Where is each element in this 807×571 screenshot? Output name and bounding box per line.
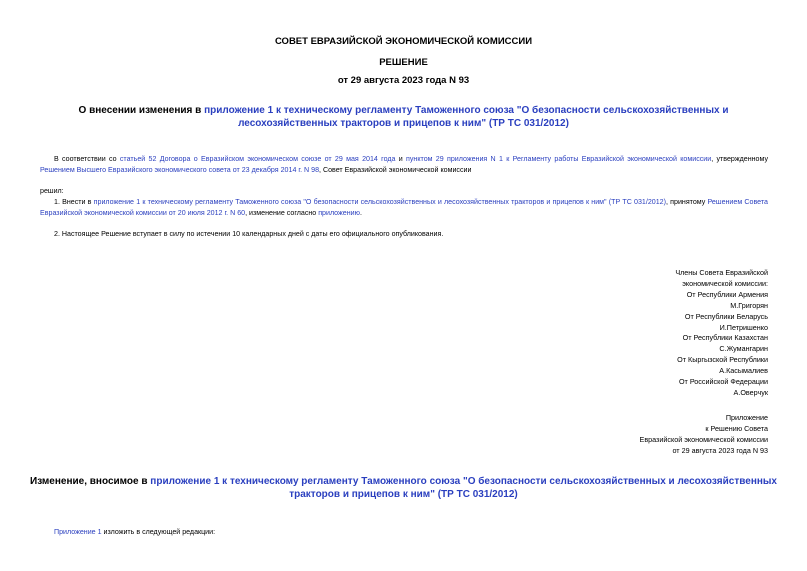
annex-body-link[interactable]: Приложение 1 [54, 528, 102, 536]
preamble-link-article-52[interactable]: статьей 52 Договора о Евразийском экономическом союзе от 29 мая 2014 года [119, 155, 396, 163]
annex-ref-line: от 29 августа 2023 года N 93 [672, 445, 768, 455]
signatory-line: От Республики Беларусь [684, 311, 768, 321]
signatory-line: А.Оверчук [733, 387, 768, 397]
preamble-text-2: и [395, 155, 407, 163]
item-2-paragraph: 2. Настоящее Решение вступает в силу по истечении 10 календарных дней с даты его официального опубликования. [54, 230, 444, 238]
signatory-line: экономической комиссии: [682, 278, 768, 288]
signatory-line: С.Жумангарин [719, 344, 768, 354]
preamble-paragraph [40, 154, 768, 175]
annex-body-text: изложить в следующей редакции: [101, 528, 216, 536]
signatory-line: От Кыргызской Республики [677, 355, 768, 365]
annex-ref-line: к Решению Совета [705, 423, 768, 433]
annex-title-prefix: Изменение, вносимое в [30, 476, 151, 487]
annex-title [30, 475, 777, 501]
document-title [30, 104, 777, 130]
signatory-line: И.Петришенко [719, 322, 768, 332]
item-1-text-3: , изменение согласно [245, 208, 319, 217]
resolved-label: решил: [40, 187, 64, 195]
annex-reference-block [640, 413, 768, 457]
date-number-heading: от 29 августа 2023 года N 93 [337, 75, 470, 86]
item-1-text-1: 1. Внести в [54, 198, 94, 206]
signatory-line: А.Касымалиев [719, 366, 768, 376]
signatory-line: Члены Совета Евразийской [675, 268, 768, 277]
signatories-block [675, 268, 768, 399]
title-link[interactable]: приложение 1 к техническому регламенту Таможенного союза "О безопасности сельскохозяйственных и лесохозяйственных тракторов и прицепов к ним" (ТР ТС 031/2012) [204, 105, 729, 129]
signatory-line: От Республики Армения [686, 289, 768, 299]
preamble-text-3: , утвержденному [711, 155, 768, 163]
signatory-line: М.Григорян [730, 300, 768, 310]
preamble-link-item-29[interactable]: пунктом 29 приложения N 1 к Регламенту работы Евразийской экономической комиссии [406, 155, 712, 163]
item-1-text-2: , принятому [666, 198, 708, 206]
title-prefix: О внесении изменения в [78, 105, 205, 116]
item-1-link-decision-60[interactable]: Решением Совета Евразийской экономической комиссии от 20 июля 2012 г. N 60 [40, 198, 769, 217]
signatory-line: От Российской Федерации [678, 377, 768, 387]
item-1-paragraph [40, 197, 768, 218]
preamble-link-decision-98[interactable]: Решением Высшего Евразийского экономического совета от 23 декабря 2014 г. N 98 [40, 165, 320, 174]
preamble-text-1: В соответствии со [54, 155, 120, 163]
annex-ref-line: Приложение [725, 413, 768, 422]
preamble-text-4: , Совет Евразийской экономической комиссии [319, 165, 472, 174]
signatory-line: От Республики Казахстан [682, 333, 768, 343]
item-1-text-4: . [359, 208, 362, 217]
org-heading: СОВЕТ ЕВРАЗИЙСКОЙ ЭКОНОМИЧЕСКОЙ КОМИССИИ [274, 36, 533, 47]
annex-body-paragraph [54, 527, 215, 538]
doc-type-heading: РЕШЕНИЕ [379, 57, 428, 68]
item-1-link-appendix[interactable]: приложению [318, 208, 360, 217]
annex-ref-line: Евразийской экономической комиссии [639, 434, 768, 444]
annex-title-link[interactable]: приложение 1 к техническому регламенту Таможенного союза "О безопасности сельскохозяйственных и лесохозяйственных тракторов и прицепов к ним" (ТР ТС 031/2012) [150, 476, 777, 500]
item-1-link-annex[interactable]: приложение 1 к техническому регламенту Таможенного союза "О безопасности сельскохозяйственных и лесохозяйственных тракторов и прицепов к ним" (ТР ТС 031/2012) [93, 198, 666, 206]
